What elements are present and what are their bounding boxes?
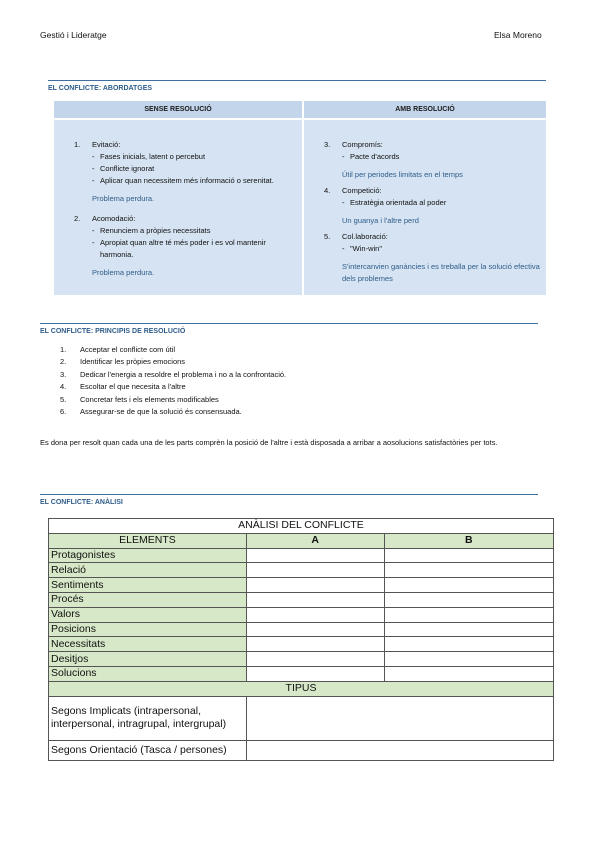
list-item: [60, 369, 286, 381]
item-number: 6.: [60, 407, 67, 417]
row-label: Posicions: [49, 622, 247, 637]
column-divider: [302, 101, 304, 295]
table-cell-a[interactable]: [246, 607, 384, 622]
column-header-b: B: [384, 533, 553, 548]
item-number: 2.: [74, 214, 81, 223]
table-cell-b[interactable]: [384, 607, 553, 622]
table-cell-a[interactable]: [246, 563, 384, 578]
table-row: [49, 607, 554, 622]
item-number: 2.: [60, 357, 67, 367]
section-divider-approaches: [48, 80, 546, 81]
list-item: [60, 356, 286, 368]
table-row: [49, 681, 554, 696]
detail-text: Fases inicials, latent o percebut: [100, 152, 206, 161]
row-label: Solucions: [49, 666, 247, 681]
table-cell-tipus[interactable]: [246, 696, 553, 740]
approach-label: Competició:: [342, 186, 382, 195]
approach-note: Problema perdura.: [92, 268, 155, 277]
table-cell-a[interactable]: [246, 652, 384, 667]
tipus-header: TIPUS: [49, 681, 554, 696]
list-item: [60, 381, 286, 393]
list-item-text: Concretar fets i els elements modificables: [80, 394, 219, 404]
list-item-text: Identificar les pròpies emocions: [80, 357, 186, 367]
row-label: Procés: [49, 592, 247, 607]
conflict-analysis-table: [48, 518, 554, 761]
table-title: ANÀLISI DEL CONFLICTE: [49, 519, 554, 534]
section-title-principles: EL CONFLICTE: PRINCIPIS DE RESOLUCIÓ: [40, 328, 186, 335]
column-header-with-resolution: AMB RESOLUCIÓ: [304, 101, 546, 118]
table-cell-b[interactable]: [384, 637, 553, 652]
table-cell-b[interactable]: [384, 652, 553, 667]
list-item: [60, 406, 286, 418]
table-row: [49, 652, 554, 667]
approach-note: S'intercanvien ganàncies i es treballa per la solució efectiva dels problemes: [342, 262, 540, 283]
row-label: Necessitats: [49, 637, 247, 652]
approach-label: Evitació:: [92, 140, 121, 149]
approach-detail: - Aplicar quan necessitem més informació o serenitat.: [92, 176, 274, 185]
table-cell-a[interactable]: [246, 592, 384, 607]
row-label: Desitjos: [49, 652, 247, 667]
detail-text: Conflicte ignorat: [100, 164, 155, 173]
approach-note: Problema perdura.: [92, 194, 155, 203]
list-item-text: Escoltar el que necesita a l'altre: [80, 382, 186, 392]
approach-item: [320, 231, 544, 243]
approach-label: Acomodació:: [92, 214, 136, 223]
approach-item: [70, 213, 300, 225]
detail-text: Aplicar quan necessitem més informació o serenitat.: [100, 176, 274, 185]
row-label: Sentiments: [49, 578, 247, 593]
column-header-without-resolution: SENSE RESOLUCIÓ: [54, 101, 302, 118]
approach-label: Compromís:: [342, 140, 383, 149]
section-title-approaches: EL CONFLICTE: ABORDATGES: [48, 85, 153, 92]
item-number: 3.: [60, 369, 67, 379]
column-header-a: A: [246, 533, 384, 548]
table-cell-tipus[interactable]: [246, 740, 553, 760]
list-item-text: Acceptar el conflicte com útil: [80, 345, 176, 354]
table-cell-b[interactable]: [384, 622, 553, 637]
approach-item: [320, 139, 544, 151]
item-number: 4.: [324, 186, 331, 195]
approach-note: Útil per periodes limitats en el temps: [342, 170, 463, 179]
table-row: [49, 637, 554, 652]
table-row: [49, 592, 554, 607]
approaches-right-column: [320, 139, 544, 285]
table-header-row: [49, 533, 554, 548]
item-number: 1.: [74, 140, 81, 149]
detail-text: Renunciem a pròpies necessitats: [100, 226, 211, 235]
approach-note: Un guanya i l'altre perd: [342, 216, 419, 225]
approach-item: [320, 185, 544, 197]
list-item: [60, 344, 286, 356]
detail-text: "Win-win": [350, 244, 382, 253]
principles-list: [60, 344, 286, 418]
detail-text: Estratègia orientada al poder: [350, 198, 447, 207]
table-row: [49, 578, 554, 593]
table-row: [49, 696, 554, 740]
table-cell-b[interactable]: [384, 592, 553, 607]
approach-item: [70, 139, 300, 151]
table-row: [49, 666, 554, 681]
approach-detail: - Fases inicials, latent o percebut: [92, 152, 206, 161]
approach-detail: - Pacte d'acords: [342, 152, 400, 161]
table-cell-b[interactable]: [384, 578, 553, 593]
detail-text: Apropiat quan altre té més poder i es vol mantenir harmonia.: [100, 238, 266, 259]
table-row: [49, 563, 554, 578]
item-number: 5.: [60, 394, 67, 404]
approach-detail: - Conflicte ignorat: [92, 164, 155, 173]
section-divider-analysis: [40, 494, 538, 495]
document-header-right: Elsa Moreno: [494, 30, 542, 40]
section-title-analysis: EL CONFLICTE: ANÀLISI: [40, 499, 123, 506]
table-row: [49, 548, 554, 563]
approach-detail: - Estratègia orientada al poder: [342, 198, 447, 207]
header-divider: [54, 118, 546, 120]
table-cell-a[interactable]: [246, 548, 384, 563]
row-label: Relació: [49, 563, 247, 578]
table-row: [49, 622, 554, 637]
section-divider-principles: [40, 323, 538, 324]
table-cell-a[interactable]: [246, 622, 384, 637]
list-item-text: Assegurar-se de que la solució és consensuada.: [80, 407, 242, 417]
row-label: Protagonistes: [49, 548, 247, 563]
item-number: 1.: [60, 345, 67, 354]
approach-detail: - Renunciem a pròpies necessitats: [92, 226, 211, 235]
detail-text: Pacte d'acords: [350, 152, 400, 161]
list-item: [60, 394, 286, 406]
row-label: Segons Orientació (Tasca / persones): [49, 740, 247, 760]
approach-detail: - Apropiat quan altre té més poder i es vol mantenir harmonia.: [92, 238, 266, 259]
item-number: 5.: [324, 232, 331, 241]
table-cell-b[interactable]: [384, 563, 553, 578]
column-header-elements: ELEMENTS: [49, 533, 247, 548]
table-cell-a[interactable]: [246, 578, 384, 593]
approaches-left-column: [70, 139, 300, 279]
table-cell-a[interactable]: [246, 637, 384, 652]
table-row: [49, 519, 554, 534]
document-header-left: Gestió i Lideratge: [40, 30, 107, 40]
approach-detail: - "Win-win": [342, 244, 382, 253]
row-label: Segons Implicats (intrapersonal, interpersonal, intragrupal, intergrupal): [49, 696, 247, 740]
table-cell-b[interactable]: [384, 666, 553, 681]
table-row: [49, 740, 554, 760]
item-number: 4.: [60, 382, 67, 392]
list-item-text: Dedicar l'energia a resoldre el problema i no a la confrontació.: [80, 369, 287, 379]
resolution-paragraph: Es dona per resolt quan cada una de les parts comprèn la posició de l'altre i està disposada a arribar a aosolucions satisfactòries per tots.: [40, 438, 498, 447]
approaches-table: [54, 101, 546, 295]
row-label: Valors: [49, 607, 247, 622]
table-cell-a[interactable]: [246, 666, 384, 681]
item-number: 3.: [324, 140, 331, 149]
table-cell-b[interactable]: [384, 548, 553, 563]
approach-label: Col.laboració:: [342, 232, 388, 241]
